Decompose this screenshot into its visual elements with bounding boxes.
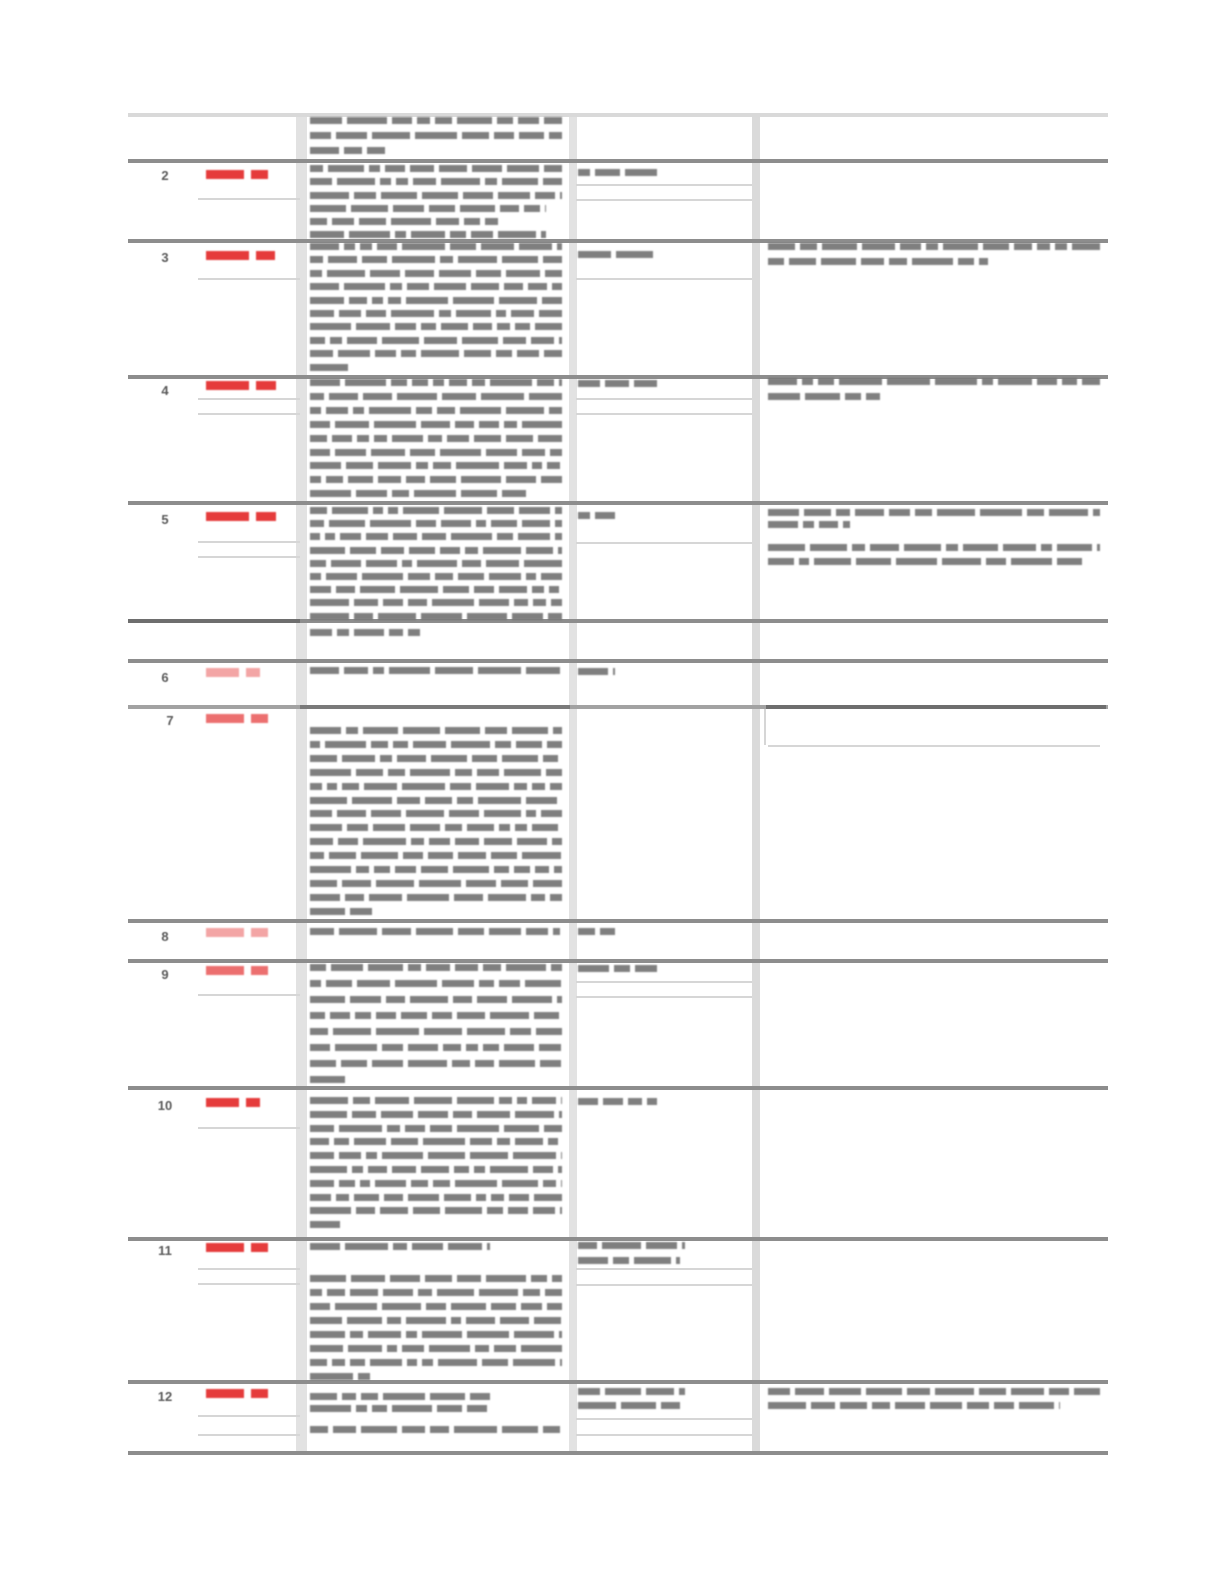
illegible-text-line: [310, 599, 562, 606]
illegible-text-line: [310, 1138, 562, 1145]
table-rule: [128, 619, 300, 623]
cell-divider-line: [198, 1127, 300, 1129]
illegible-text-line: [310, 964, 562, 971]
illegible-text-line: [578, 1402, 680, 1409]
cell-divider-line: [576, 1418, 752, 1420]
illegible-text-line: [310, 755, 562, 762]
illegible-text-line: [310, 880, 562, 887]
row-reference-label: [206, 381, 276, 390]
illegible-text-line: [310, 1359, 562, 1366]
illegible-text-line: [310, 1243, 490, 1250]
illegible-text-line: [310, 1303, 562, 1310]
illegible-text-line: [768, 393, 880, 400]
illegible-text-line: [578, 380, 657, 387]
row-number: 9: [161, 967, 169, 982]
illegible-text-line: [578, 1257, 680, 1264]
cell-divider-line: [576, 278, 752, 280]
illegible-text-line: [310, 435, 562, 442]
illegible-text-line: [310, 573, 562, 580]
illegible-text-line: [310, 205, 546, 212]
illegible-text-line: [310, 586, 562, 593]
illegible-text-line: [310, 560, 562, 567]
cell-divider-line: [198, 278, 300, 280]
row-number: 8: [161, 929, 169, 944]
cell-divider-line: [198, 1434, 300, 1436]
illegible-text-line: [310, 741, 562, 748]
illegible-text-line: [310, 1028, 562, 1035]
cell-divider-line: [198, 1268, 300, 1270]
cell-divider-line: [576, 1434, 752, 1436]
illegible-text-line: [310, 379, 562, 386]
illegible-text-line: [310, 783, 562, 790]
illegible-text-line: [310, 310, 562, 317]
illegible-text-line: [310, 192, 562, 199]
illegible-text-line: [310, 243, 562, 250]
cell-divider-line: [198, 1415, 300, 1417]
table-row: [128, 113, 1108, 159]
table-row: [128, 659, 1108, 705]
illegible-text-line: [310, 1194, 562, 1201]
cell-divider-line: [576, 996, 752, 998]
row-reference-label: [206, 966, 268, 975]
illegible-text-line: [310, 908, 372, 915]
illegible-text-line: [310, 824, 562, 831]
cell-divider-line: [576, 1268, 752, 1270]
row-reference-label: [206, 1243, 268, 1252]
cell-divider-line: [576, 199, 752, 201]
illegible-text-line: [310, 178, 562, 185]
illegible-text-line: [310, 1152, 562, 1159]
illegible-text-line: [310, 928, 560, 935]
illegible-text-line: [578, 965, 657, 972]
illegible-text-line: [310, 629, 420, 636]
illegible-text-line: [578, 169, 657, 176]
illegible-text-line: [310, 613, 562, 620]
illegible-text-line: [768, 378, 1100, 385]
illegible-text-line: [310, 1345, 562, 1352]
illegible-text-line: [310, 283, 562, 290]
illegible-text-line: [310, 797, 562, 804]
row-reference-label: [206, 251, 275, 260]
cell-divider-line: [198, 556, 300, 558]
illegible-text-line: [310, 996, 562, 1003]
table-row: [128, 1086, 1108, 1237]
illegible-text-line: [310, 1097, 562, 1104]
row-reference-label: [206, 714, 268, 723]
illegible-text-line: [578, 251, 657, 258]
illegible-text-line: [310, 980, 562, 987]
row-number: 11: [158, 1243, 172, 1258]
illegible-text-line: [310, 270, 562, 277]
illegible-text-line: [310, 1207, 562, 1214]
row-number: 2: [161, 168, 169, 183]
illegible-text-line: [310, 769, 562, 776]
illegible-text-line: [310, 1076, 346, 1083]
table-row: [128, 375, 1108, 501]
illegible-text-line: [310, 462, 562, 469]
illegible-text-line: [310, 1180, 562, 1187]
cell-divider-line: [576, 413, 752, 415]
row-reference-label: [206, 928, 268, 937]
cell-divider-line: [198, 994, 300, 996]
illegible-text-line: [310, 449, 562, 456]
cell-divider-line: [198, 398, 300, 400]
row-number: 7: [166, 713, 174, 728]
illegible-text-line: [310, 364, 352, 371]
illegible-text-line: [768, 521, 850, 528]
illegible-text-line: [310, 1221, 340, 1228]
illegible-text-line: [310, 1317, 562, 1324]
illegible-text-line: [310, 218, 498, 225]
row-number: 10: [157, 1098, 173, 1113]
illegible-text-line: [310, 1405, 490, 1412]
illegible-text-line: [768, 243, 1100, 250]
row-reference-label: [206, 668, 260, 677]
illegible-text-line: [310, 256, 562, 263]
illegible-text-line: [310, 297, 562, 304]
illegible-text-line: [578, 1242, 685, 1249]
illegible-text-line: [310, 547, 562, 554]
illegible-text-line: [310, 490, 526, 497]
cell-divider-line: [198, 1283, 300, 1285]
illegible-text-line: [310, 1426, 560, 1433]
cell-divider-line: [576, 981, 752, 983]
illegible-text-line: [310, 231, 546, 238]
table-rule: [128, 1451, 1108, 1455]
illegible-text-line: [578, 668, 615, 675]
table-row: [128, 959, 1108, 1086]
illegible-text-line: [578, 928, 615, 935]
illegible-text-line: [310, 1289, 562, 1296]
row-number: 12: [157, 1389, 173, 1404]
illegible-text-line: [310, 350, 562, 357]
illegible-text-line: [310, 894, 562, 901]
illegible-text-line: [310, 117, 562, 124]
cell-divider-line: [198, 198, 300, 200]
illegible-text-line: [310, 476, 562, 483]
illegible-text-line: [768, 509, 1100, 516]
table-row: [128, 705, 1108, 919]
illegible-text-line: [310, 147, 385, 154]
row-reference-label: [206, 1098, 260, 1107]
illegible-text-line: [768, 1388, 1100, 1395]
illegible-text-line: [310, 323, 562, 330]
illegible-text-line: [310, 132, 562, 139]
row-number: 6: [161, 670, 169, 685]
illegible-text-line: [310, 866, 562, 873]
illegible-text-line: [310, 1373, 370, 1380]
illegible-text-line: [310, 667, 560, 674]
illegible-text-line: [310, 1111, 562, 1118]
illegible-text-line: [310, 1125, 562, 1132]
cell-divider-line: [576, 184, 752, 186]
illegible-text-line: [310, 393, 562, 400]
row-number: 3: [161, 250, 169, 265]
illegible-text-line: [310, 520, 562, 527]
illegible-text-line: [310, 727, 562, 734]
illegible-text-line: [310, 421, 562, 428]
illegible-text-line: [310, 810, 562, 817]
cell-divider-line: [576, 1284, 752, 1286]
illegible-text-line: [310, 407, 562, 414]
illegible-text-line: [310, 165, 562, 172]
illegible-text-line: [310, 838, 562, 845]
illegible-text-line: [310, 1060, 562, 1067]
illegible-text-line: [310, 852, 562, 859]
illegible-text-line: [578, 1098, 657, 1105]
cell-divider-line: [198, 413, 300, 415]
illegible-text-line: [310, 1275, 562, 1282]
illegible-text-line: [310, 1393, 490, 1400]
illegible-text-line: [768, 558, 1086, 565]
row-number: 4: [161, 383, 169, 398]
row-reference-label: [206, 512, 276, 521]
cell-divider-line: [576, 398, 752, 400]
illegible-text-line: [768, 1402, 1060, 1409]
illegible-text-line: [578, 512, 615, 519]
illegible-text-line: [310, 1044, 562, 1051]
cell-divider-line: [576, 542, 752, 544]
illegible-text-line: [768, 258, 988, 265]
row-reference-label: [206, 1389, 268, 1398]
illegible-text-line: [310, 533, 562, 540]
illegible-text-line: [578, 1388, 685, 1395]
illegible-text-line: [310, 1012, 562, 1019]
illegible-text-line: [310, 1331, 562, 1338]
row-number: 5: [161, 512, 169, 527]
row-reference-label: [206, 170, 268, 179]
illegible-text-line: [768, 544, 1100, 551]
cell-divider-line: [198, 541, 300, 543]
illegible-text-line: [310, 507, 562, 514]
table-row: [128, 919, 1108, 959]
illegible-text-line: [310, 337, 562, 344]
illegible-text-line: [310, 1166, 562, 1173]
